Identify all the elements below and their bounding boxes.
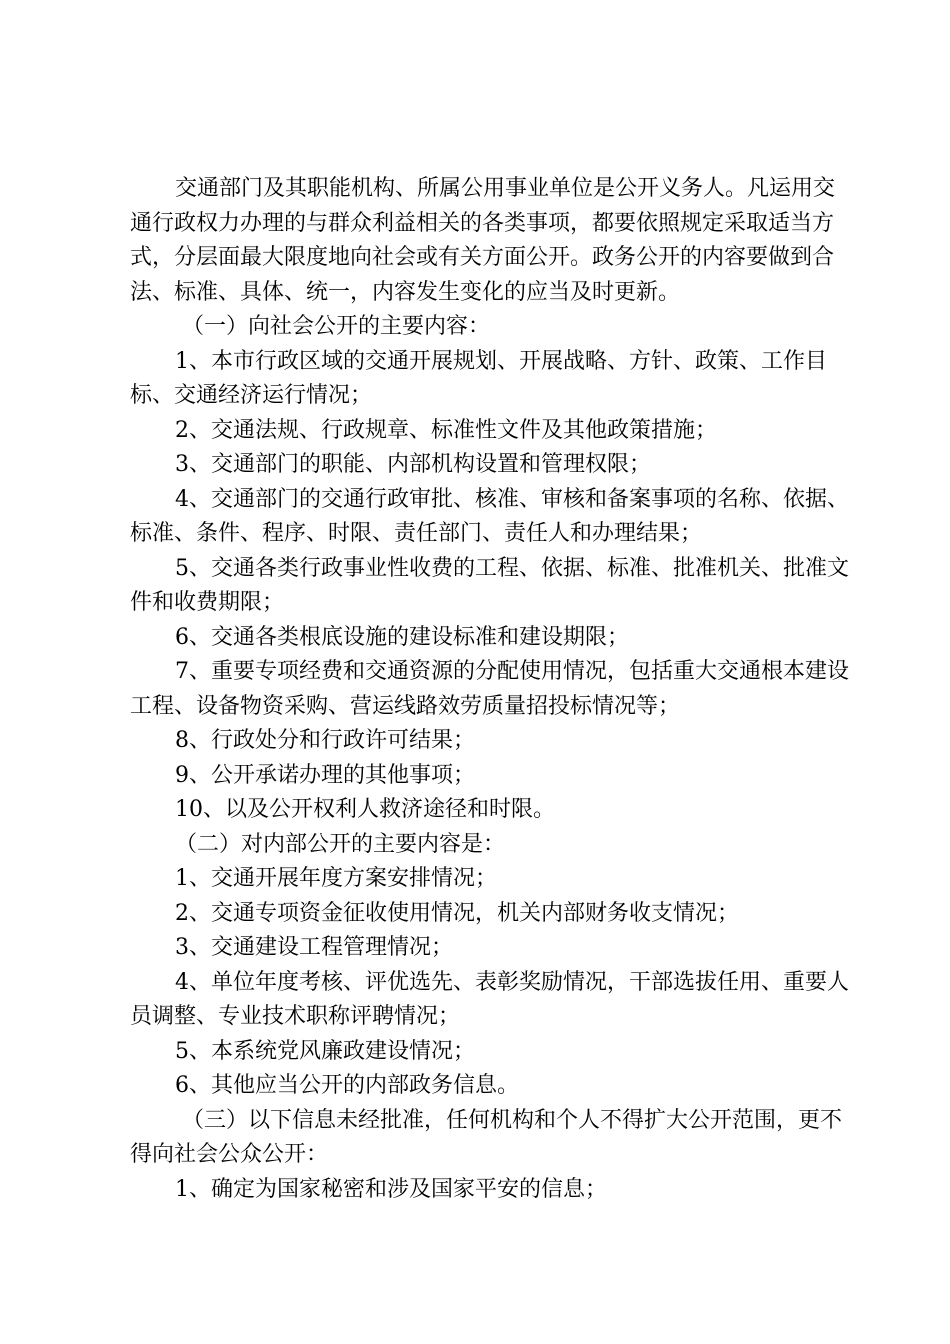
section-heading-restricted: （三）以下信息未经批准，任何机构和个人不得扩大公开范围，更不得向社会公众公开： [130,1107,843,1167]
list-item: 1、本市行政区域的交通开展规划、开展战略、方针、政策、工作目标、交通经济运行情况； [130,348,827,408]
list-item: 9、公开承诺办理的其他事项； [175,762,475,788]
list-item: 6、其他应当公开的内部政务信息。 [175,1073,519,1098]
section-heading-public: （一）向社会公开的主要内容： [182,314,491,339]
list-item: 5、本系统党风廉政建设情况； [175,1038,475,1064]
document-body [130,172,850,1207]
list-item: 5、交通各类行政事业性收费的工程、依据、标准、批准机关、批准文件和收费期限； [130,555,849,615]
list-item: 3、交通部门的职能、内部机构设置和管理权限； [175,452,651,477]
list-item: 7、重要专项经费和交通资源的分配使用情况，包括重大交通根本建设工程、设备物资采购、营运线路效劳质量招投标情况等； [130,659,849,719]
list-item: 6、交通各类根底设施的建设标准和建设期限； [175,624,629,650]
list-item: 1、交通开展年度方案安排情况； [175,866,497,891]
paragraph-intro: 交通部门及其职能机构、所属公用事业单位是公开义务人。凡运用交通行政权力办理的与群众利益相关的各类事项，都要依照规定采取适当方式，分层面最大限度地向社会或有关方面公开。政务公开的内容要做到合法、标准、具体、统一，内容发生变化的应当及时更新。 [130,176,836,305]
list-item: 10、以及公开权利人救济途径和时限。 [175,797,555,822]
list-item: 1、确定为国家秘密和涉及国家平安的信息； [175,1176,607,1202]
list-item: 4、单位年度考核、评优选先、表彰奖励情况，干部选拔任用、重要人员调整、专业技术职称评聘情况； [130,969,849,1029]
list-item: 2、交通法规、行政规章、标准性文件及其他政策措施； [175,417,717,443]
list-item: 3、交通建设工程管理情况； [175,935,453,960]
list-item: 4、交通部门的交通行政审批、核准、审核和备案事项的名称、依据、标准、条件、程序、时限、责任部门、责任人和办理结果； [130,486,849,546]
list-item: 8、行政处分和行政许可结果； [175,728,475,753]
list-item: 2、交通专项资金征收使用情况，机关内部财务收支情况； [175,900,739,926]
section-heading-internal: （二）对内部公开的主要内容是： [175,831,506,857]
